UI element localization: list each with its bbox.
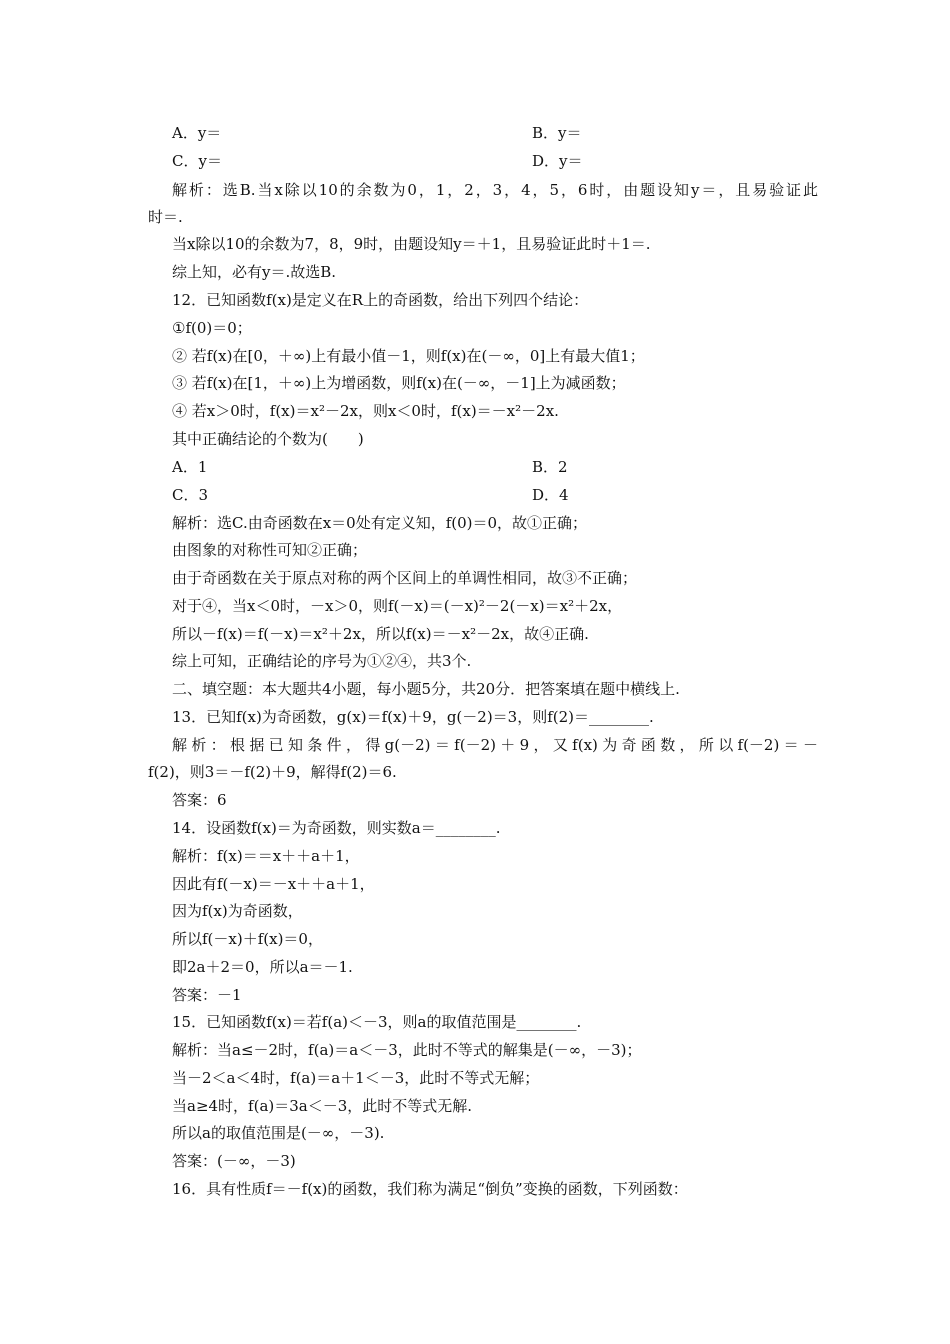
q14-analysis-line-4: 所以f(－x)＋f(x)＝0， bbox=[172, 930, 323, 948]
q11-option-b: B．y＝ bbox=[532, 124, 582, 142]
q15-analysis-line-4: 所以a的取值范围是(－∞，－3). bbox=[172, 1124, 385, 1142]
q11-option-a: A．y＝ bbox=[172, 124, 222, 142]
q12-analysis-line-3: 由于奇函数在关于原点对称的两个区间上的单调性相同，故③不正确； bbox=[172, 569, 638, 587]
q12-question: 其中正确结论的个数为( ) bbox=[172, 430, 364, 448]
q12-analysis-line-1: 解析：选C.由奇函数在x＝0处有定义知，f(0)＝0，故①正确； bbox=[172, 514, 588, 532]
q11-analysis-line-1: 解析：选B.当x除以10的余数为0，1，2，3，4，5，6时，由题设知y＝，且易验证此 bbox=[172, 181, 818, 199]
q12-conclusion-1: ①f(0)＝0； bbox=[172, 319, 252, 337]
q15-analysis-line-2: 当－2＜a＜4时，f(a)＝a＋1＜－3，此时不等式无解； bbox=[172, 1069, 540, 1087]
q12-conclusion-2: ② 若f(x)在[0，＋∞)上有最小值－1，则f(x)在(－∞，0]上有最大值1； bbox=[172, 347, 645, 365]
q11-option-d: D．y＝ bbox=[532, 152, 583, 170]
q12-option-d: D．4 bbox=[532, 486, 569, 504]
q12-conclusion-3: ③ 若f(x)在[1，＋∞)上为增函数，则f(x)在(－∞，－1]上为减函数； bbox=[172, 374, 626, 392]
q11-analysis-line-1-cont: 时＝. bbox=[148, 208, 183, 226]
q12-analysis-line-2: 由图象的对称性可知②正确； bbox=[172, 541, 368, 559]
section-2-heading: 二、填空题：本大题共4小题，每小题5分，共20分．把答案填在题中横线上. bbox=[172, 680, 680, 698]
q12-option-c: C．3 bbox=[172, 486, 209, 504]
q14-answer: 答案：－1 bbox=[172, 986, 242, 1004]
q11-option-c: C．y＝ bbox=[172, 152, 222, 170]
q14-analysis-line-1: 解析：f(x)＝＝x＋＋a＋1， bbox=[172, 847, 360, 865]
q15-analysis-line-1: 解析：当a≤－2时，f(a)＝a＜－3，此时不等式的解集是(－∞，－3)； bbox=[172, 1041, 642, 1059]
q11-analysis-line-2: 当x除以10的余数为7，8，9时，由题设知y＝＋1，且易验证此时＋1＝. bbox=[172, 235, 651, 253]
q16-stem: 16．具有性质f＝－f(x)的函数，我们称为满足“倒负”变换的函数，下列函数： bbox=[172, 1180, 688, 1198]
q12-option-b: B．2 bbox=[532, 458, 568, 476]
q12-analysis-line-5: 所以－f(x)＝f(－x)＝x²＋2x，所以f(x)＝－x²－2x，故④正确. bbox=[172, 625, 589, 643]
q14-analysis-line-2: 因此有f(－x)＝－x＋＋a＋1， bbox=[172, 875, 375, 893]
q14-stem: 14．设函数f(x)＝为奇函数，则实数a＝________. bbox=[172, 819, 501, 837]
q12-analysis-line-6: 综上可知，正确结论的序号为①②④，共3个. bbox=[172, 652, 472, 670]
q12-analysis-line-4: 对于④，当x＜0时，－x＞0，则f(－x)＝(－x)²－2(－x)＝x²＋2x， bbox=[172, 597, 623, 615]
q15-stem: 15．已知函数f(x)＝若f(a)＜－3，则a的取值范围是________. bbox=[172, 1013, 582, 1031]
q12-option-a: A．1 bbox=[172, 458, 208, 476]
q13-answer: 答案：6 bbox=[172, 791, 227, 809]
q11-analysis-line-3: 综上知，必有y＝.故选B. bbox=[172, 263, 337, 281]
q13-stem: 13．已知f(x)为奇函数，g(x)＝f(x)＋9，g(－2)＝3，则f(2)＝________. bbox=[172, 708, 654, 726]
q15-answer: 答案：(－∞，－3) bbox=[172, 1152, 296, 1170]
q12-conclusion-4: ④ 若x＞0时，f(x)＝x²－2x，则x＜0时，f(x)＝－x²－2x. bbox=[172, 402, 559, 420]
q15-analysis-line-3: 当a≥4时，f(a)＝3a＜－3，此时不等式无解. bbox=[172, 1097, 473, 1115]
q14-analysis-line-5: 即2a＋2＝0，所以a＝－1. bbox=[172, 958, 353, 976]
q14-analysis-line-3: 因为f(x)为奇函数， bbox=[172, 902, 303, 920]
q13-analysis-line-1-cont: f(2)，则3＝－f(2)＋9，解得f(2)＝6. bbox=[148, 763, 397, 781]
q13-analysis-line-1: 解析：根据已知条件，得g(－2)＝f(－2)＋9，又f(x)为奇函数，所以f(－2)＝－ bbox=[172, 736, 818, 754]
q12-stem: 12．已知函数f(x)是定义在R上的奇函数，给出下列四个结论： bbox=[172, 291, 589, 309]
